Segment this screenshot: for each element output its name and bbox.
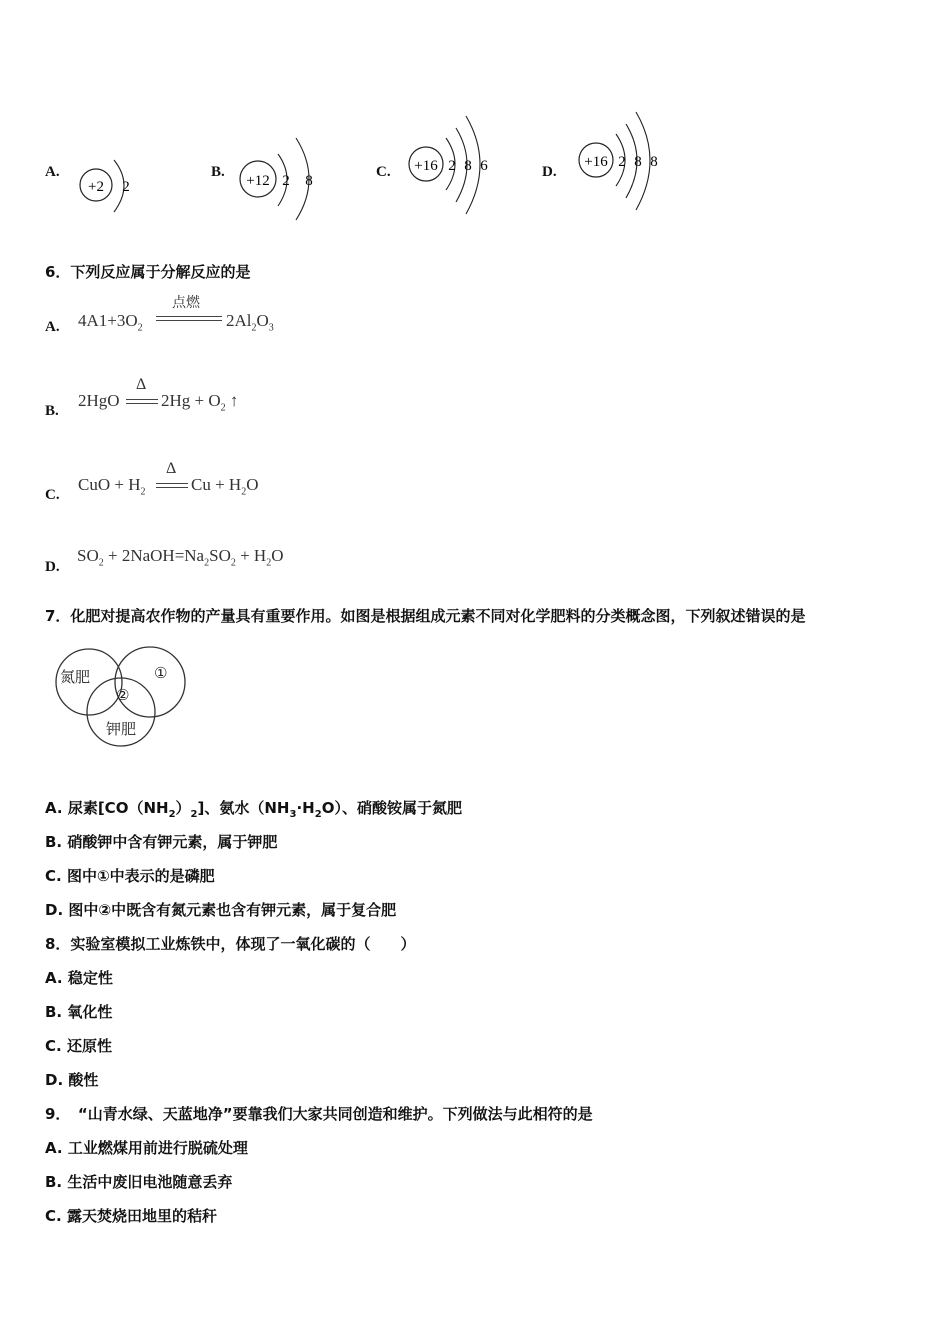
q6-option-d-equation: $SO_2$ + $2NaOH=Na_2SO_2 + H_2O$ bbox=[77, 546, 284, 569]
q9-option-a[interactable] bbox=[45, 1137, 248, 1158]
q6-option-c-condition: Δ bbox=[166, 460, 177, 477]
q6-option-c-left: CuO + $H_2$ bbox=[78, 475, 146, 498]
shell-3-electrons: 8 bbox=[650, 154, 658, 170]
nucleus-charge: +12 bbox=[246, 173, 270, 189]
venn-label-potassium: 钾肥 bbox=[106, 720, 137, 738]
option-text: 还原性 bbox=[66, 1037, 112, 1055]
q6-option-b-letter[interactable]: B. bbox=[45, 403, 59, 419]
shell-1-electrons: 2 bbox=[618, 154, 626, 170]
q7-option-c[interactable] bbox=[45, 865, 215, 886]
q7-option-a[interactable]: A. 尿素$[CO(NH_2)_2]$、氨水$(NH_3\cdot H_2O)$、硝酸铵属于氮肥 bbox=[45, 799, 462, 820]
option-text: 硝酸钾中含有钾元素，属于钾肥 bbox=[67, 833, 278, 851]
option-letter: C. bbox=[45, 867, 62, 885]
q6-stem: 6．下列反应属于分解反应的是 bbox=[45, 263, 251, 281]
q8-option-a[interactable] bbox=[45, 967, 113, 988]
q6-option-b-left: 2HgO bbox=[78, 391, 120, 410]
q5-option-b-letter[interactable]: B. bbox=[211, 164, 225, 180]
q6-option-a-right: $2Al_2O_3$ bbox=[226, 311, 274, 334]
nucleus-charge: +2 bbox=[88, 179, 104, 195]
nucleus-charge: +16 bbox=[414, 158, 438, 174]
q5-option-b-atom-diagram bbox=[236, 136, 326, 226]
option-letter: D. bbox=[45, 1071, 64, 1089]
option-text: 图中①中表示的是磷肥 bbox=[66, 867, 215, 885]
equals-line bbox=[126, 403, 158, 404]
shell-2-electrons: 8 bbox=[634, 154, 642, 170]
q8-stem: 8．实验室模拟工业炼铁中，体现了一氧化碳的（ ） bbox=[45, 935, 416, 953]
q5-option-c-letter[interactable]: C. bbox=[376, 164, 391, 180]
equals-line bbox=[156, 487, 188, 488]
equals-line bbox=[126, 399, 158, 400]
shell-1-electrons: 2 bbox=[282, 173, 290, 189]
option-text: 图中②中既含有氮元素也含有钾元素，属于复合肥 bbox=[68, 901, 397, 919]
q6-option-b-right: $2Hg + O_2$ ↑ bbox=[161, 391, 239, 414]
q6-option-a-condition: 点燃 bbox=[172, 295, 200, 311]
option-letter: A. bbox=[45, 1139, 63, 1157]
shell-2-electrons: 8 bbox=[464, 158, 472, 174]
q5-option-c-atom-diagram bbox=[404, 106, 504, 218]
equals-line bbox=[156, 320, 222, 321]
q6-option-a-left: $4A1+3O_2$ bbox=[78, 311, 143, 334]
q6-option-c-letter[interactable]: C. bbox=[45, 487, 60, 503]
option-text: 生活中废旧电池随意丢弃 bbox=[67, 1173, 233, 1191]
option-text: 酸性 bbox=[68, 1071, 99, 1089]
q5-option-d-atom-diagram bbox=[574, 102, 674, 214]
equals-line bbox=[156, 483, 188, 484]
q9-option-c[interactable] bbox=[45, 1205, 217, 1226]
circle-1 bbox=[115, 647, 185, 717]
option-text: 露天焚烧田地里的秸秆 bbox=[66, 1207, 217, 1225]
shell-3-electrons: 6 bbox=[480, 158, 488, 174]
option-letter: C. bbox=[45, 1037, 62, 1055]
venn-label-nitrogen: 氮肥 bbox=[60, 668, 91, 686]
option-letter: B. bbox=[45, 833, 63, 851]
venn-label-circle2: ② bbox=[116, 686, 130, 704]
q7-option-b[interactable] bbox=[45, 831, 277, 852]
option-letter: B. bbox=[45, 1003, 63, 1021]
q8-option-c[interactable] bbox=[45, 1035, 112, 1056]
option-letter: A. bbox=[45, 969, 63, 987]
q5-option-a-letter[interactable]: A. bbox=[45, 164, 60, 180]
option-text: 稳定性 bbox=[67, 969, 113, 987]
q8-option-d[interactable] bbox=[45, 1069, 98, 1090]
q9-option-b[interactable] bbox=[45, 1171, 232, 1192]
option-letter: A. bbox=[45, 799, 63, 817]
shell-1-electrons: 2 bbox=[448, 158, 456, 174]
q7-venn-diagram bbox=[50, 644, 190, 748]
nucleus-charge: +16 bbox=[584, 154, 608, 170]
q7-stem: 7．化肥对提高农作物的产量具有重要作用。如图是根据组成元素不同对化学肥料的分类概念图，下列叙述错误的是 bbox=[45, 607, 806, 625]
q6-option-b-condition: Δ bbox=[136, 376, 147, 393]
shell-1-electrons: 2 bbox=[122, 179, 130, 195]
q7-option-d[interactable] bbox=[45, 899, 396, 920]
q8-option-b[interactable] bbox=[45, 1001, 112, 1022]
option-letter: B. bbox=[45, 1173, 63, 1191]
q6-option-c-right: $Cu + H_2O$ bbox=[191, 475, 259, 498]
shell-2-electrons: 8 bbox=[305, 173, 313, 189]
q6-option-d-letter[interactable]: D. bbox=[45, 559, 60, 575]
option-text: 工业燃煤用前进行脱硫处理 bbox=[67, 1139, 248, 1157]
q9-stem: 9． “山青水绿、天蓝地净”要靠我们大家共同创造和维护。下列做法与此相符的是 bbox=[45, 1105, 593, 1123]
venn-label-circle1: ① bbox=[154, 664, 168, 682]
option-letter: C. bbox=[45, 1207, 62, 1225]
option-letter: D. bbox=[45, 901, 64, 919]
q5-option-d-letter[interactable]: D. bbox=[542, 164, 557, 180]
equals-line bbox=[156, 316, 222, 317]
q6-option-a-letter[interactable]: A. bbox=[45, 319, 60, 335]
q5-option-a-atom-diagram bbox=[72, 150, 142, 220]
option-text: 氧化性 bbox=[67, 1003, 113, 1021]
